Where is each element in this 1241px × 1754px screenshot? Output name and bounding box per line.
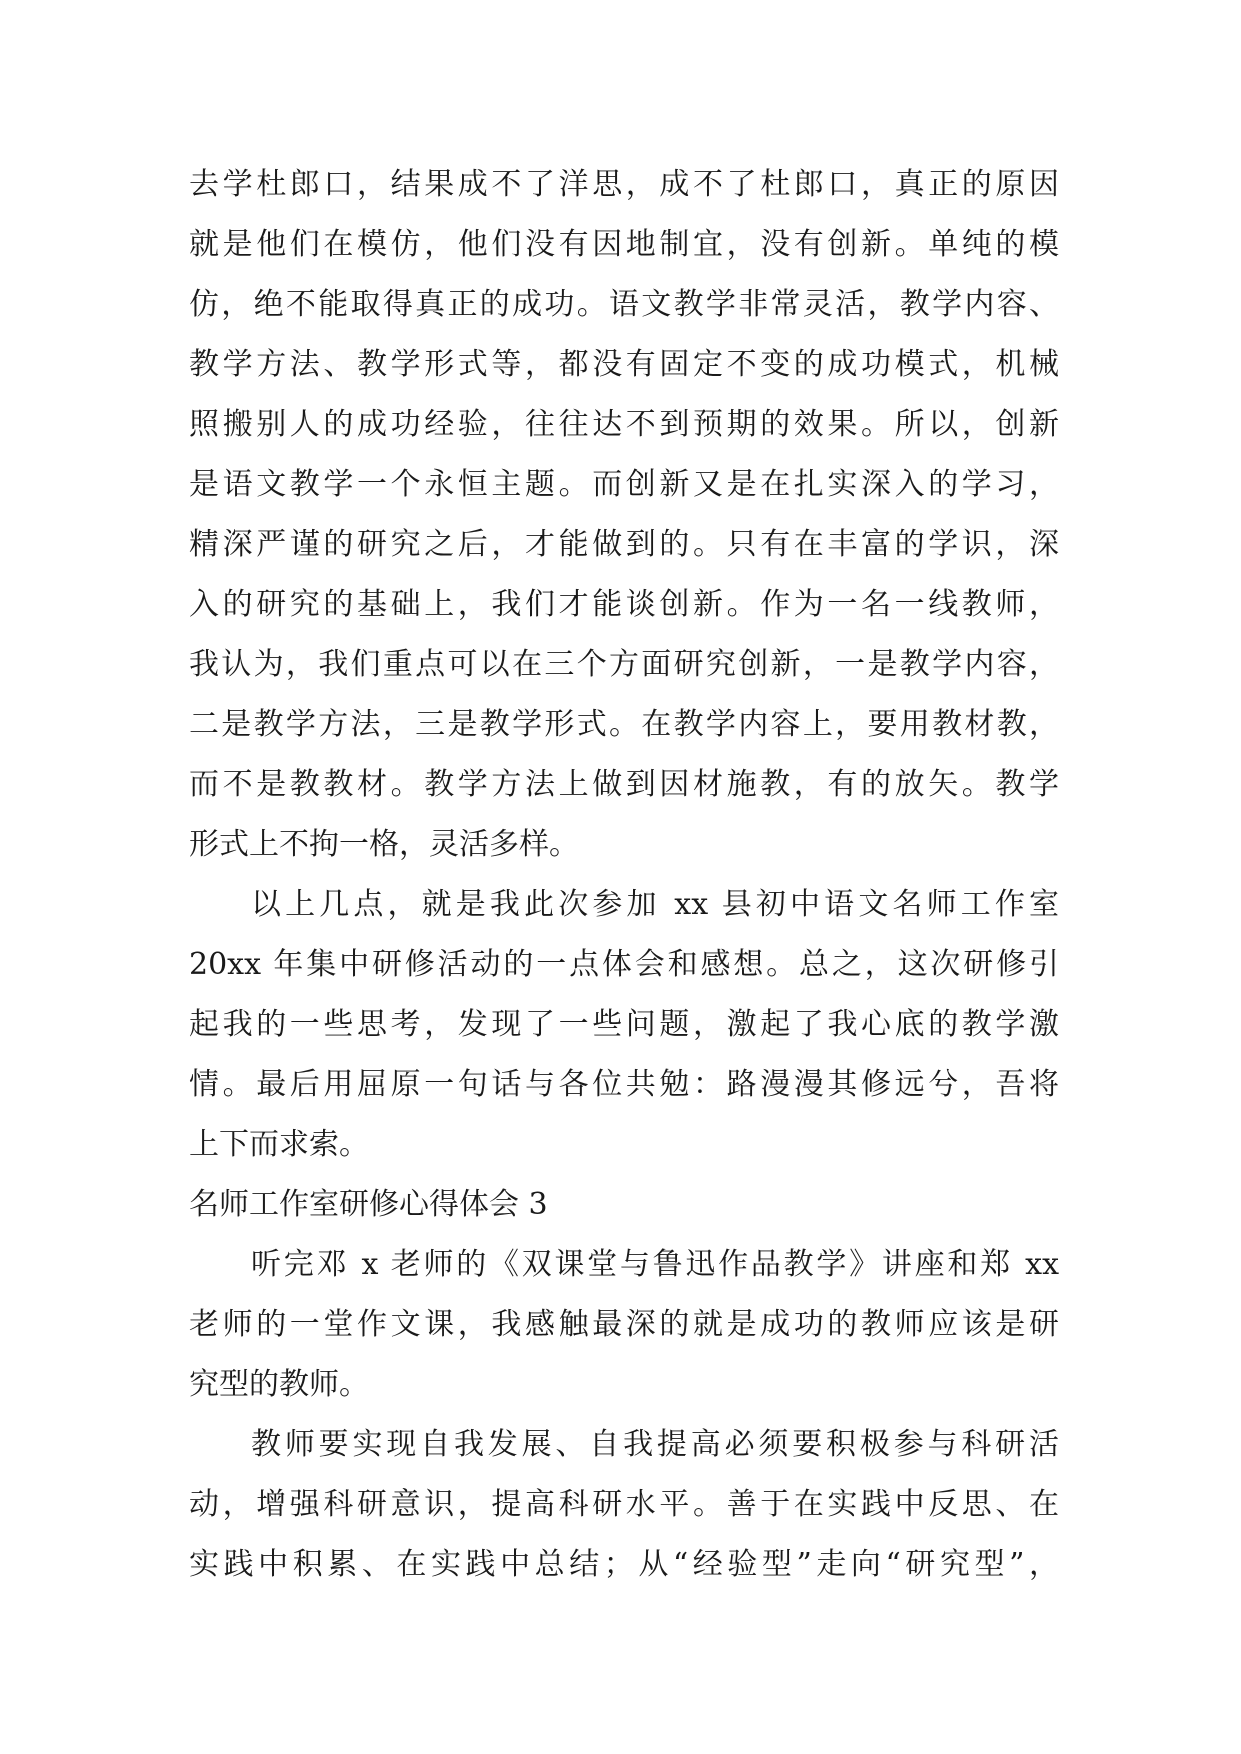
paragraph-3 <box>189 1235 1059 1415</box>
text-line: 入的研究的基础上，我们才能谈创新。作为一名一线教师， <box>189 587 1059 622</box>
document-body <box>189 155 1059 1595</box>
text-line: 教学方法、教学形式等，都没有固定不变的成功模式，机械 <box>189 347 1059 382</box>
text-line: 是语文教学一个永恒主题。而创新又是在扎实深入的学习， <box>189 467 1059 502</box>
text-line: 上下而求索。 <box>189 1127 369 1162</box>
text-line: 仿，绝不能取得真正的成功。语文教学非常灵活，教学内容、 <box>189 287 1059 322</box>
text-line: 实践中积累、在实践中总结；从“经验型”走向“研究型”， <box>189 1547 1059 1582</box>
text-line: 20xx 年集中研修活动的一点体会和感想。总之，这次研修引 <box>189 947 1059 982</box>
text-line: 情。最后用屈原一句话与各位共勉：路漫漫其修远兮，吾将 <box>189 1067 1059 1102</box>
section-heading: 名师工作室研修心得体会 3 <box>189 1187 548 1222</box>
text-line: 就是他们在模仿，他们没有因地制宜，没有创新。单纯的模 <box>189 227 1059 262</box>
text-line: 动，增强科研意识，提高科研水平。善于在实践中反思、在 <box>189 1487 1059 1522</box>
text-line: 以上几点，就是我此次参加 xx 县初中语文名师工作室 <box>251 887 1059 922</box>
text-line: 而不是教教材。教学方法上做到因材施教，有的放矢。教学 <box>189 767 1059 802</box>
text-line: 起我的一些思考，发现了一些问题，激起了我心底的教学激 <box>189 1007 1059 1042</box>
paragraph-1 <box>189 155 1059 875</box>
text-line: 听完邓 x 老师的《双课堂与鲁迅作品教学》讲座和郑 xx <box>251 1247 1059 1282</box>
text-line: 形式上不拘一格，灵活多样。 <box>189 827 579 862</box>
paragraph-4 <box>189 1415 1059 1595</box>
text-line: 照搬别人的成功经验，往往达不到预期的效果。所以，创新 <box>189 407 1059 442</box>
text-line: 究型的教师。 <box>189 1367 369 1402</box>
paragraph-2 <box>189 875 1059 1175</box>
text-line: 精深严谨的研究之后，才能做到的。只有在丰富的学识，深 <box>189 527 1059 562</box>
text-line: 二是教学方法，三是教学形式。在教学内容上，要用教材教， <box>189 707 1059 742</box>
text-line: 去学杜郎口，结果成不了洋思，成不了杜郎口，真正的原因 <box>189 167 1059 202</box>
text-line: 我认为，我们重点可以在三个方面研究创新，一是教学内容， <box>189 647 1059 682</box>
text-line: 老师的一堂作文课，我感触最深的就是成功的教师应该是研 <box>189 1307 1059 1342</box>
text-line: 教师要实现自我发展、自我提高必须要积极参与科研活 <box>251 1427 1059 1462</box>
